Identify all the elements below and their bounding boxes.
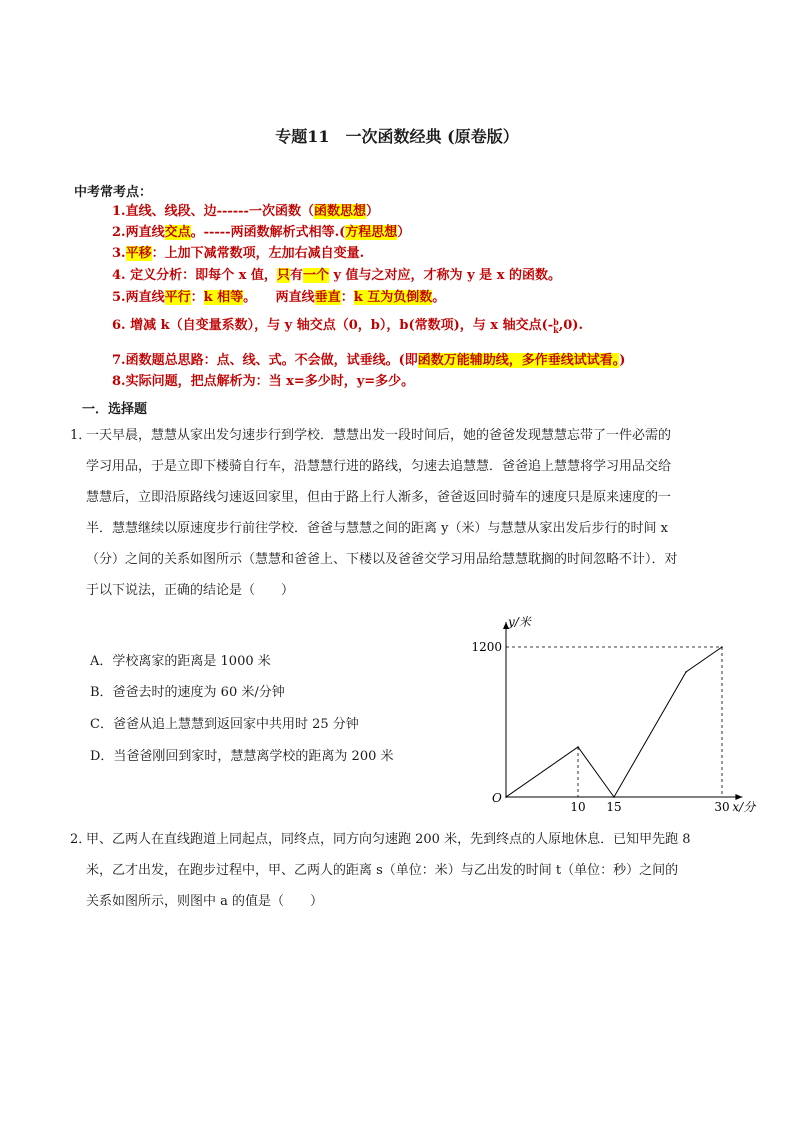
page-title: 专题11 一次函数经典 (原卷版） (275, 127, 519, 146)
data-point (577, 746, 579, 748)
y-tick-label: 1200 (471, 640, 502, 654)
key-point-2: 2.两直线交点。-----两函数解析式相等.(方程思想） (112, 225, 411, 240)
question-line: （分）之间的关系如图所示（慧慧和爸爸上、下楼以及爸爸交学习用品给慧慧耽搁的时间忽略不计）．对 (86, 552, 678, 567)
question-line: 于以下说法，正确的结论是（ ） (86, 583, 295, 598)
option-d: D．当爸爸刚回到家时，慧慧离学校的距离为 200 米 (90, 749, 394, 764)
question-number: 2． (70, 832, 92, 847)
axes (503, 622, 742, 800)
x-tick-label: 30 (714, 800, 730, 814)
x-tick-label: 15 (606, 800, 622, 814)
key-point-4: 4. 定义分析：即每个 x 值，只有一个 y 值与之对应，才称为 y 是 x 的函数。 (112, 268, 561, 283)
x-tick-label: 10 (570, 800, 586, 814)
key-point-3: 3.平移：上加下减常数项，左加右减自变量. (112, 246, 365, 261)
key-point-7: 7.函数题总思路：点、线、式。不会做，试垂线。(即函数万能辅助线，多作垂线试试看。) (112, 353, 626, 368)
fraction-b-over-k: b k (553, 316, 559, 335)
series-line (505, 646, 723, 798)
key-point-1: 1.直线、线段、边------一次函数（函数思想） (112, 204, 379, 219)
question-number: 1． (70, 428, 92, 443)
data-point (613, 796, 615, 798)
question-line: 米，乙才出发，在跑步过程中，甲、乙两人的距离 s（单位：米）与乙出发的时间 t（单位：秒）之间的 (86, 863, 679, 878)
option-a: A．学校离家的距离是 1000 米 (90, 654, 271, 669)
key-points-heading: 中考常考点： (74, 185, 153, 200)
data-point (685, 671, 687, 673)
question-1 (70, 420, 726, 606)
y-axis-label: y/米 (508, 615, 531, 629)
key-point-5: 5.两直线平行：k 相等。 两直线垂直：k 互为负倒数。 (112, 290, 446, 305)
data-point (721, 646, 723, 648)
origin-label: O (492, 791, 502, 805)
key-point-8: 8.实际问题，把点解析为：当 x=多少时，y=多少。 (112, 374, 415, 389)
option-c: C．爸爸从追上慧慧到返回家中共用时 25 分钟 (90, 717, 359, 732)
question-line: 甲、乙两人在直线跑道上同起点，同终点，同方向匀速跑 200 米，先到终点的人原地休息．已知甲先跑 8 (86, 832, 691, 847)
distance-time-graph (471, 612, 756, 817)
question-line: 关系如图所示，则图中 a 的值是（ ） (86, 894, 324, 909)
data-point (505, 796, 507, 798)
question-line: 一天早晨，慧慧从家出发匀速步行到学校．慧慧出发一段时间后，她的爸爸发现慧慧忘带了一件必需的 (86, 428, 672, 443)
distance-line (506, 647, 722, 797)
option-b: B．爸爸去时的速度为 60 米/分钟 (90, 685, 285, 700)
section-heading: 一．选择题 (82, 402, 148, 417)
question-line: 学习用品，于是立即下楼骑自行车，沿慧慧行进的路线，匀速去追慧慧．爸爸追上慧慧将学习用品交给 (86, 459, 672, 474)
question-line: 半．慧慧继续以原速度步行前往学校．爸爸与慧慧之间的距离 y（米）与慧慧从家出发后步行的时间 x (86, 521, 668, 536)
x-axis-label: x/分 (732, 800, 756, 814)
question-line: 慧慧后，立即沿原路线匀速返回家里，但由于路上行人渐多，爸爸返回时骑车的速度只是原来速度的一 (86, 490, 672, 505)
question-2 (70, 824, 726, 917)
key-point-6: 6. 增减 k（自变量系数），与 y 轴交点（0，b），b(常数项)，与 x 轴交点(-b k,0). (112, 316, 583, 335)
axis-labels (471, 615, 757, 814)
